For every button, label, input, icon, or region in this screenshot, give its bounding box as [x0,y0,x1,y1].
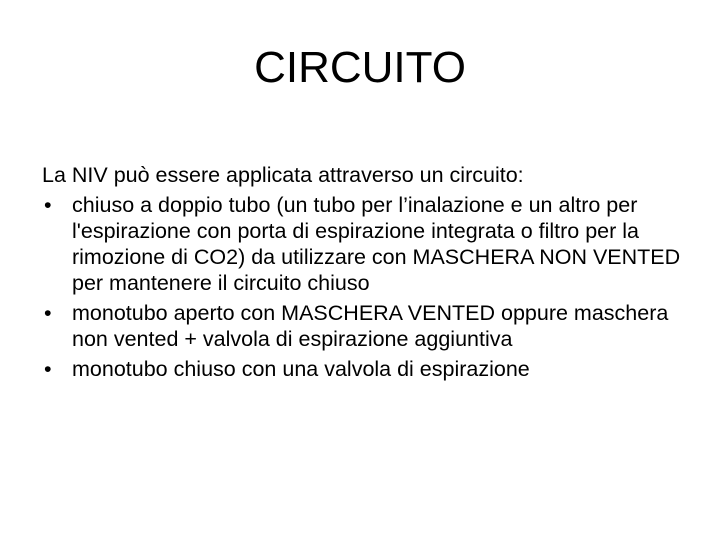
slide-body [42,162,682,386]
bullet-item [42,356,682,382]
bullet-icon: • [44,193,52,217]
bullet-text: monotubo chiuso con una valvola di espirazione [72,357,530,381]
intro-text: La NIV può essere applicata attraverso un circuito: [42,163,524,187]
bullet-icon: • [44,301,52,325]
bullet-icon: • [44,357,52,381]
slide-title: CIRCUITO [254,43,466,92]
bullet-item [42,300,682,352]
bullet-text: chiuso a doppio tubo (un tubo per l’inalazione e un altro per l'espirazione con porta di espirazione integrata o filtro per la rimozione di CO2) da utilizzare con MASCHERA NON VENTED per mantenere il circuito chiuso [72,193,681,295]
bullet-item [42,192,682,296]
bullet-text: monotubo aperto con MASCHERA VENTED oppure maschera non vented + valvola di espirazione aggiuntiva [72,301,669,351]
bullet-list [42,192,682,382]
